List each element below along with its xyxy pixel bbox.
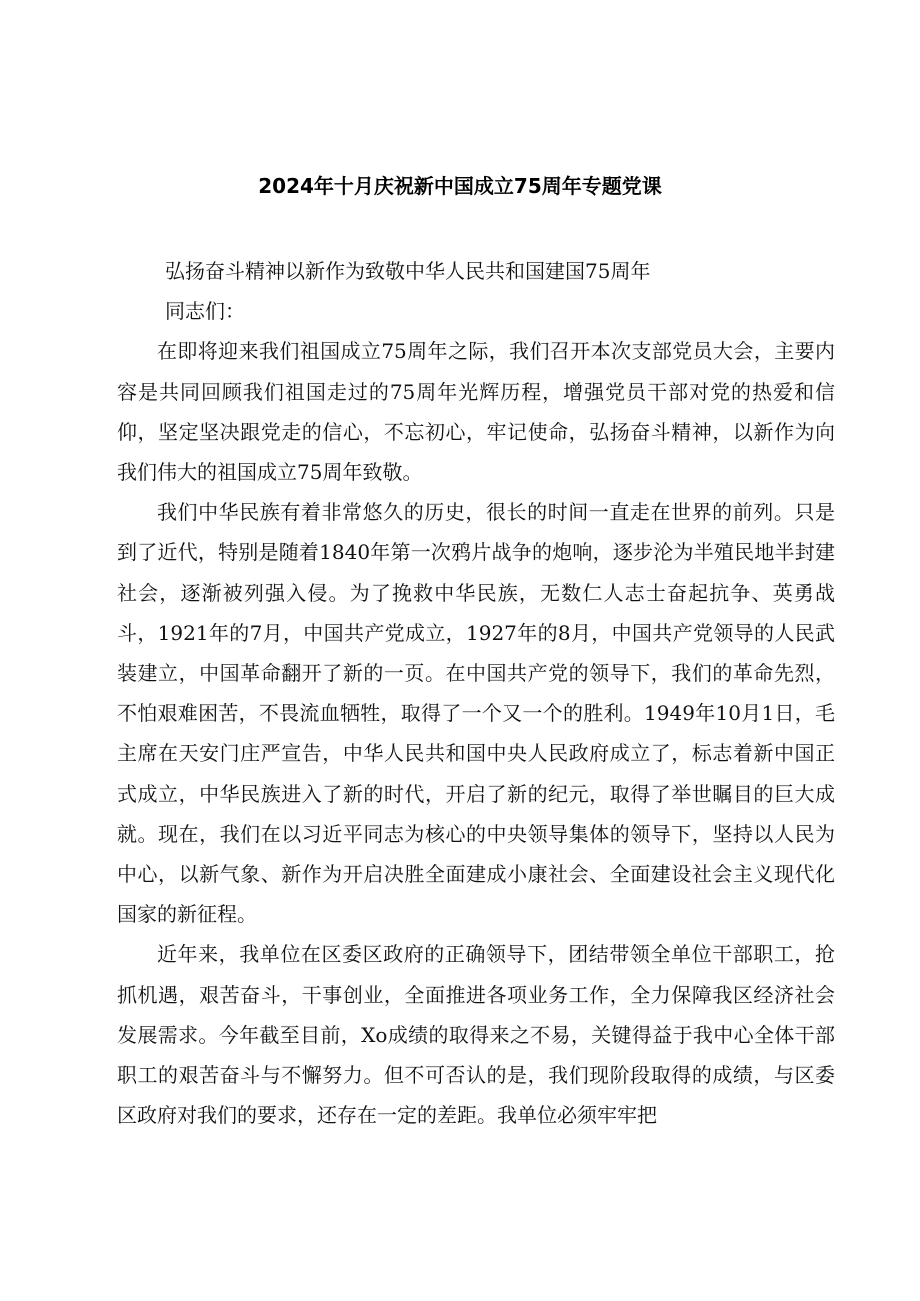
document-body [117, 251, 835, 1135]
paragraph-2: 我们中华民族有着非常悠久的历史，很长的时间一直走在世界的前列。只是到了近代，特别是随着1840年第一次鸦片战争的炮响，逐步沦为半殖民地半封建社会，逐渐被列强入侵。为了挽救中华民族，无数仁人志士奋起抗争、英勇战斗，1921年的7月，中国共产党成立，1927年的8月，中国共产党领导的人民武装建立，中国革命翻开了新的一页。在中国共产党的领导下，我们的革命先烈，不怕艰难困苦，不畏流血牺牲，取得了一个又一个的胜利。1949年10月1日，毛主席在天安门庄严宣告，中华人民共和国中央人民政府成立了，标志着新中国正式成立，中华民族进入了新的时代，开启了新的纪元，取得了举世瞩目的巨大成就。现在，我们在以习近平同志为核心的中央领导集体的领导下，坚持以人民为中心，以新气象、新作为开启决胜全面建成小康社会、全面建设社会主义现代化国家的新征程。 [117, 500, 835, 927]
document-title: 2024年十月庆祝新中国成立75周年专题党课 [258, 174, 662, 198]
salutation: 同志们： [165, 299, 245, 324]
paragraph-3: 近年来，我单位在区委区政府的正确领导下，团结带领全单位干部职工，抢抓机遇，艰苦奋斗，干事创业，全面推进各项业务工作，全力保障我区经济社会发展需求。今年截至目前，Xo成绩的取得来之不易，关键得益于我中心全体干部职工的艰苦奋斗与不懈努力。但不可否认的是，我们现阶段取得的成绩，与区委区政府对我们的要求，还存在一定的差距。我单位必须牢牢把 [117, 942, 835, 1128]
paragraph-1: 在即将迎来我们祖国成立75周年之际，我们召开本次支部党员大会，主要内容是共同回顾我们祖国走过的75周年光辉历程，增强党员干部对党的热爱和信仰，坚定坚决跟党走的信心，不忘初心，牢记使命，弘扬奋斗精神，以新作为向我们伟大的祖国成立75周年致敬。 [117, 339, 835, 485]
document-subtitle: 弘扬奋斗精神以新作为致敬中华人民共和国建国75周年 [165, 259, 651, 283]
